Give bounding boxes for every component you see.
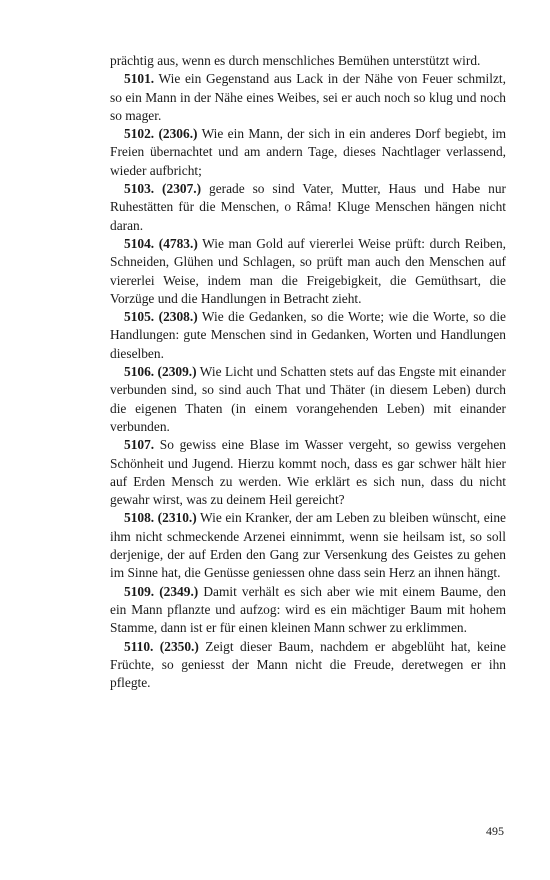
entry-number: 5103. (2307.): [124, 181, 202, 197]
entry-5106: [110, 363, 506, 436]
entry-number: 5109. (2349.): [124, 583, 199, 599]
entry-text: Zeigt dieser Baum, nachdem er abgeblüht hat, keine Früchte, so geniesst der Mann nicht die Freude, deretwegen er ihn pflegte.: [110, 638, 506, 691]
entry-text: Wie man Gold auf viererlei Weise prüft: durch Reiben, Schneiden, Glühen und Schlagen, so prüft man auch den Menschen auf viererlei Weise, indem man die Freigebigkeit, die Gemüthsart, die Vorzüge und die Handlungen in Betracht zieht.: [110, 235, 506, 306]
entry-text: So gewiss eine Blase im Wasser vergeht, so gewiss vergehen Schönheit und Jugend. Hierzu kommt noch, dass es gar schwer hält hier auf Erden Mensch zu werden. Wie erklärt es sich nun, dass du nicht gewahr wirst, was zu deinem Heil gereicht?: [110, 437, 506, 508]
entry-number: 5104. (4783.): [124, 235, 198, 251]
page-number: 495: [486, 824, 504, 838]
entry-text: Wie ein Gegenstand aus Lack in der Nähe von Feuer schmilzt, so ein Mann in der Nähe eines Weibes, sei er auch noch so klug und noch so mager.: [110, 71, 506, 123]
entry-text: Wie Licht und Schatten stets auf das Engste mit einander verbunden sind, so sind auch That und Thäter (in diesem Leben) durch die eigenen Thaten (in einem vorangehenden Leben) mit einander verbunden.: [110, 364, 506, 434]
entry-5105: [110, 308, 506, 363]
entry-text: Wie ein Kranker, der am Leben zu bleiben wünscht, eine ihm nicht schmeckende Arzenei einnimmt, wenn sie heilsam ist, so soll derjenige, der auf Erden den Gang zur Versenkung des Geistes zu gehen im Sinne hat, die Genüsse geniessen ohne dass sein Herz an ihnen hängt.: [110, 510, 506, 581]
entry-5101: [110, 70, 506, 125]
entry-number: 5105. (2308.): [124, 309, 198, 325]
paragraph-text: prächtig aus, wenn es durch menschliches Bemühen unterstützt wird.: [110, 53, 481, 68]
entry-text: gerade so sind Vater, Mutter, Haus und Habe nur Ruhestätten für die Menschen, o Râma! Kluge Menschen hängen nicht daran.: [110, 181, 506, 233]
entry-text: Damit verhält es sich aber wie mit einem Baume, den ein Mann pflanzte und aufzog: wird es ein mächtiger Baum mit hohem Stamme, dann ist er für einen kleinen Mann schwer zu erklimmen.: [110, 583, 506, 636]
entry-5102: [110, 125, 506, 180]
entry-5108: [110, 509, 506, 582]
paragraph-continuation: [110, 52, 506, 70]
entry-5103: [110, 180, 506, 235]
entry-number: 5107.: [124, 437, 155, 453]
entry-5107: [110, 436, 506, 509]
main-text: [110, 52, 506, 692]
entry-text: Wie ein Mann, der sich in ein anderes Dorf begiebt, im Freien übernachtet und am andern Tage, dieses Nachtlager verlassend, wieder aufbricht;: [110, 126, 506, 178]
entry-text: Wie die Gedanken, so die Worte; wie die Worte, so die Handlungen: gute Menschen sind in Gedanken, Worten und Handlungen dieselben.: [110, 309, 506, 361]
entry-5104: [110, 235, 506, 308]
entry-number: 5101.: [124, 71, 155, 87]
entry-number: 5102. (2306.): [124, 126, 198, 142]
entry-number: 5106. (2309.): [124, 364, 197, 380]
entry-5110: [110, 638, 506, 693]
entry-number: 5110. (2350.): [124, 638, 199, 654]
entry-number: 5108. (2310.): [124, 510, 197, 526]
entry-5109: [110, 583, 506, 638]
